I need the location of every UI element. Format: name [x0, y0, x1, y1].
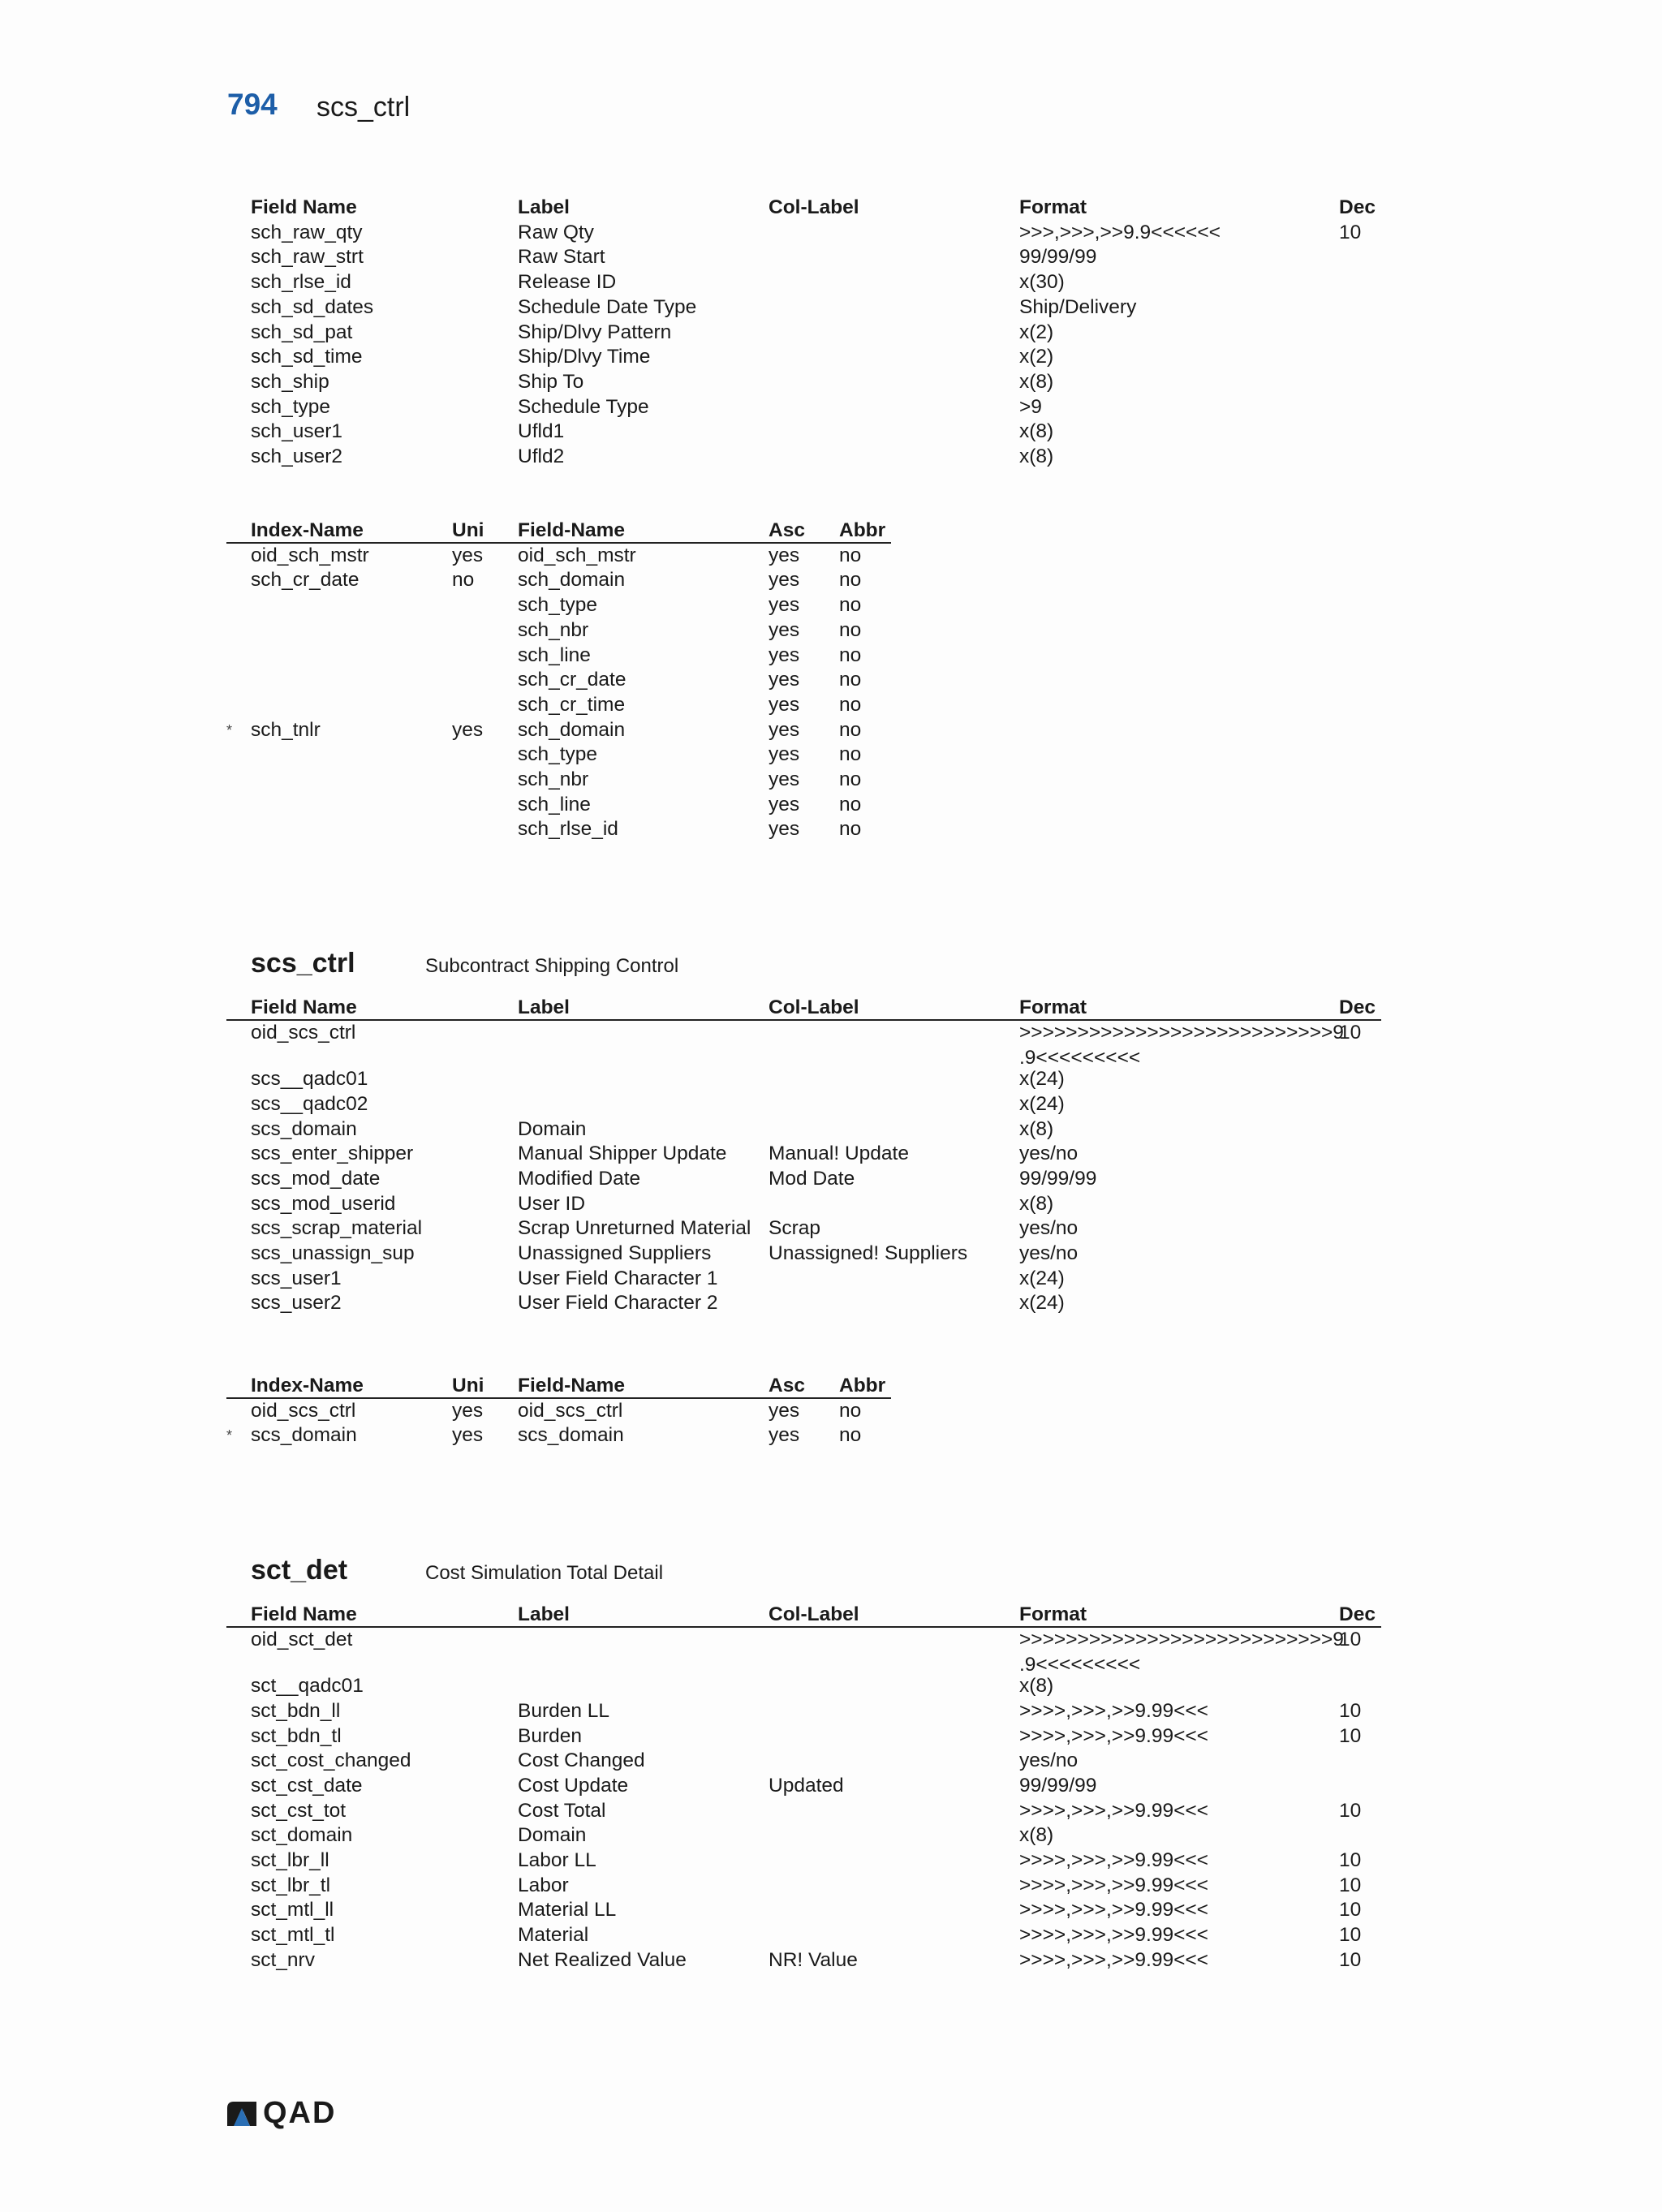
- index-name: sch_cr_date: [251, 569, 360, 592]
- field-name: sct_mtl_ll: [251, 1899, 334, 1922]
- index-abbr: no: [839, 768, 862, 790]
- index-field-name: oid_sch_mstr: [518, 544, 636, 566]
- header-col-label: Col-Label: [769, 196, 859, 218]
- table-description-sct-det: Cost Simulation Total Detail: [425, 1562, 664, 1584]
- field-format: x(24): [1019, 1267, 1065, 1289]
- field-format: x(24): [1019, 1092, 1065, 1115]
- field-label: Material LL: [518, 1899, 617, 1922]
- field-label: Cost Update: [518, 1774, 629, 1797]
- field-name: sch_type: [251, 395, 331, 418]
- field-format: >9: [1019, 395, 1042, 418]
- field-label: Labor LL: [518, 1849, 596, 1871]
- index-field-name: sch_domain: [518, 718, 626, 741]
- index-abbr: no: [839, 569, 862, 592]
- field-col-label: Manual! Update: [769, 1143, 909, 1165]
- field-format: >>>>,>>>,>>9.99<<<: [1019, 1874, 1208, 1896]
- table-name-sct-det: sct_det: [251, 1555, 348, 1586]
- field-name: scs_user2: [251, 1292, 342, 1315]
- header-label: Label: [518, 996, 570, 1018]
- field-label: Scrap Unreturned Material: [518, 1217, 751, 1240]
- field-format: >>>>,>>>,>>9.99<<<: [1019, 1924, 1208, 1947]
- header-index-name: Index-Name: [251, 1375, 364, 1396]
- header-format: Format: [1019, 996, 1087, 1018]
- header-abbr: Abbr: [839, 519, 886, 541]
- index-abbr: no: [839, 818, 862, 841]
- field-name: sct_cost_changed: [251, 1749, 411, 1772]
- field-label: Ship/Dlvy Pattern: [518, 321, 672, 343]
- index-abbr: no: [839, 618, 862, 641]
- field-name: sch_ship: [251, 370, 329, 393]
- index-asc: yes: [769, 818, 800, 841]
- field-name: sch_raw_qty: [251, 221, 363, 243]
- field-format: yes/no: [1019, 1143, 1079, 1165]
- field-name: sch_raw_strt: [251, 246, 364, 269]
- field-name: sct_bdn_tl: [251, 1724, 342, 1747]
- index-field-name: sch_domain: [518, 569, 626, 592]
- field-label: Ship To: [518, 370, 584, 393]
- index-abbr: no: [839, 1424, 862, 1447]
- qad-logo: [226, 2096, 336, 2131]
- field-name: sct_cst_date: [251, 1774, 363, 1797]
- index-unique: no: [452, 569, 475, 592]
- field-col-label: Mod Date: [769, 1167, 855, 1190]
- field-name: scs__qadc02: [251, 1092, 368, 1115]
- field-name: sct_mtl_tl: [251, 1924, 335, 1947]
- index-asc: yes: [769, 669, 800, 691]
- header-format: Format: [1019, 196, 1087, 218]
- field-format: x(8): [1019, 370, 1054, 393]
- field-format: x(2): [1019, 346, 1054, 368]
- index-unique: yes: [452, 544, 484, 566]
- field-format: >>>>,>>>,>>9.99<<<: [1019, 1724, 1208, 1747]
- page-number: 794: [227, 88, 278, 121]
- header-col-label: Col-Label: [769, 996, 859, 1018]
- field-label: User Field Character 2: [518, 1292, 718, 1315]
- field-label: Release ID: [518, 271, 617, 294]
- field-dec: 10: [1339, 1021, 1362, 1044]
- header-field-name: Field Name: [251, 996, 357, 1018]
- index-asc: yes: [769, 693, 800, 716]
- field-label: User ID: [518, 1192, 586, 1215]
- field-format: x(8): [1019, 445, 1054, 467]
- header-label: Label: [518, 1603, 570, 1625]
- field-col-label: Scrap: [769, 1217, 821, 1240]
- field-format: >>>>>>>>>>>>>>>>>>>>>>>>>>>9 .9<<<<<<<<<: [1019, 1021, 1344, 1069]
- field-label: Schedule Date Type: [518, 295, 697, 318]
- field-name: sch_sd_pat: [251, 321, 353, 343]
- header-dec: Dec: [1339, 996, 1376, 1018]
- field-format: >>>>>>>>>>>>>>>>>>>>>>>>>>>9 .9<<<<<<<<<: [1019, 1628, 1344, 1676]
- field-format: 99/99/99: [1019, 1167, 1097, 1190]
- field-format: x(8): [1019, 1117, 1054, 1140]
- field-format: yes/no: [1019, 1217, 1079, 1240]
- field-label: Raw Start: [518, 246, 605, 269]
- field-label: Burden: [518, 1724, 583, 1747]
- field-dec: 10: [1339, 221, 1362, 243]
- index-abbr: no: [839, 594, 862, 617]
- field-format: >>>,>>>,>>9.9<<<<<<: [1019, 221, 1221, 243]
- index-asc: yes: [769, 618, 800, 641]
- field-format: x(8): [1019, 1675, 1054, 1698]
- field-dec: 10: [1339, 1799, 1362, 1822]
- field-dec: 10: [1339, 1948, 1362, 1971]
- field-name: sct_lbr_tl: [251, 1874, 331, 1896]
- field-label: Domain: [518, 1824, 587, 1847]
- index-name: sch_tnlr: [251, 718, 321, 741]
- index-asc: yes: [769, 1424, 800, 1447]
- index-name: oid_scs_ctrl: [251, 1399, 356, 1422]
- primary-index-marker: *: [226, 721, 233, 738]
- index-name: oid_sch_mstr: [251, 544, 369, 566]
- index-field-name: sch_type: [518, 594, 598, 617]
- field-format: x(24): [1019, 1068, 1065, 1091]
- header-field-name: Field Name: [251, 1603, 357, 1625]
- field-dec: 10: [1339, 1874, 1362, 1896]
- header-field-name: Field Name: [251, 196, 357, 218]
- field-name: sch_rlse_id: [251, 271, 351, 294]
- field-label: Cost Total: [518, 1799, 606, 1822]
- field-format: >>>>,>>>,>>9.99<<<: [1019, 1948, 1208, 1971]
- field-name: scs_mod_userid: [251, 1192, 396, 1215]
- index-name: scs_domain: [251, 1424, 357, 1447]
- field-label: Raw Qty: [518, 221, 594, 243]
- index-field-name: oid_scs_ctrl: [518, 1399, 623, 1422]
- qad-logo-icon: [226, 2100, 258, 2128]
- field-label: Manual Shipper Update: [518, 1143, 727, 1165]
- field-label: Ufld1: [518, 420, 565, 443]
- header-col-label: Col-Label: [769, 1603, 859, 1625]
- index-asc: yes: [769, 544, 800, 566]
- field-name: sch_user1: [251, 420, 343, 443]
- primary-index-marker: *: [226, 1427, 233, 1444]
- field-format: >>>>,>>>,>>9.99<<<: [1019, 1699, 1208, 1722]
- field-name: sct_lbr_ll: [251, 1849, 329, 1871]
- field-format: x(8): [1019, 1824, 1054, 1847]
- field-label: Cost Changed: [518, 1749, 645, 1772]
- field-format: 99/99/99: [1019, 246, 1097, 269]
- field-name: sct_domain: [251, 1824, 353, 1847]
- field-dec: 10: [1339, 1899, 1362, 1922]
- field-format: 99/99/99: [1019, 1774, 1097, 1797]
- index-unique: yes: [452, 718, 484, 741]
- field-name: scs_domain: [251, 1117, 357, 1140]
- header-abbr: Abbr: [839, 1375, 886, 1396]
- field-col-label: Unassigned! Suppliers: [769, 1242, 968, 1264]
- field-dec: 10: [1339, 1724, 1362, 1747]
- field-name: sch_sd_dates: [251, 295, 374, 318]
- index-field-name: sch_line: [518, 793, 591, 816]
- field-format: Ship/Delivery: [1019, 295, 1137, 318]
- field-format: yes/no: [1019, 1749, 1079, 1772]
- field-label: Material: [518, 1924, 589, 1947]
- field-name: scs_unassign_sup: [251, 1242, 415, 1264]
- index-abbr: no: [839, 669, 862, 691]
- field-format: >>>>,>>>,>>9.99<<<: [1019, 1849, 1208, 1871]
- header-dec: Dec: [1339, 1603, 1376, 1625]
- field-label: Ufld2: [518, 445, 565, 467]
- index-field-name: sch_cr_time: [518, 693, 626, 716]
- header-asc: Asc: [769, 1375, 805, 1396]
- field-name: sch_sd_time: [251, 346, 363, 368]
- field-label: Schedule Type: [518, 395, 649, 418]
- field-label: Net Realized Value: [518, 1948, 687, 1971]
- logo-text: QAD: [263, 2096, 337, 2130]
- index-asc: yes: [769, 594, 800, 617]
- index-unique: yes: [452, 1424, 484, 1447]
- field-label: Domain: [518, 1117, 587, 1140]
- field-col-label: Updated: [769, 1774, 844, 1797]
- index-field-name: sch_line: [518, 643, 591, 666]
- field-name: sct_bdn_ll: [251, 1699, 341, 1722]
- field-name: scs_enter_shipper: [251, 1143, 414, 1165]
- header-uni: Uni: [452, 1375, 484, 1396]
- field-name: scs__qadc01: [251, 1068, 368, 1091]
- field-dec: 10: [1339, 1699, 1362, 1722]
- field-dec: 10: [1339, 1924, 1362, 1947]
- index-field-name: sch_rlse_id: [518, 818, 618, 841]
- index-asc: yes: [769, 768, 800, 790]
- field-name: scs_scrap_material: [251, 1217, 423, 1240]
- index-abbr: no: [839, 793, 862, 816]
- field-name: sct_cst_tot: [251, 1799, 347, 1822]
- field-label: Unassigned Suppliers: [518, 1242, 712, 1264]
- header-field-name: Field-Name: [518, 1375, 626, 1396]
- index-field-name: sch_nbr: [518, 618, 589, 641]
- field-format: x(30): [1019, 271, 1065, 294]
- field-label: Modified Date: [518, 1167, 641, 1190]
- field-label: Labor: [518, 1874, 569, 1896]
- field-col-label: NR! Value: [769, 1948, 858, 1971]
- header-asc: Asc: [769, 519, 805, 541]
- field-name: oid_scs_ctrl: [251, 1021, 356, 1044]
- field-name: scs_user1: [251, 1267, 342, 1289]
- index-abbr: no: [839, 544, 862, 566]
- table-name-scs-ctrl: scs_ctrl: [251, 948, 355, 979]
- field-name: sct_nrv: [251, 1948, 315, 1971]
- header-index-name: Index-Name: [251, 519, 364, 541]
- field-name: scs_mod_date: [251, 1167, 381, 1190]
- field-dec: 10: [1339, 1849, 1362, 1871]
- index-field-name: sch_type: [518, 743, 598, 766]
- field-format: x(8): [1019, 1192, 1054, 1215]
- field-format: >>>>,>>>,>>9.99<<<: [1019, 1799, 1208, 1822]
- header-dec: Dec: [1339, 196, 1376, 218]
- index-field-name: sch_cr_date: [518, 669, 626, 691]
- header-uni: Uni: [452, 519, 484, 541]
- field-name: oid_sct_det: [251, 1628, 353, 1650]
- index-abbr: no: [839, 743, 862, 766]
- field-format: x(2): [1019, 321, 1054, 343]
- index-abbr: no: [839, 718, 862, 741]
- page-title: scs_ctrl: [316, 92, 411, 123]
- field-label: Ship/Dlvy Time: [518, 346, 651, 368]
- field-dec: 10: [1339, 1628, 1362, 1650]
- field-format: x(8): [1019, 420, 1054, 443]
- field-label: User Field Character 1: [518, 1267, 718, 1289]
- index-asc: yes: [769, 643, 800, 666]
- header-label: Label: [518, 196, 570, 218]
- index-abbr: no: [839, 693, 862, 716]
- index-unique: yes: [452, 1399, 484, 1422]
- header-format: Format: [1019, 1603, 1087, 1625]
- index-field-name: sch_nbr: [518, 768, 589, 790]
- field-name: sch_user2: [251, 445, 343, 467]
- index-field-name: scs_domain: [518, 1424, 624, 1447]
- index-asc: yes: [769, 743, 800, 766]
- table-description-scs-ctrl: Subcontract Shipping Control: [425, 955, 679, 977]
- field-format: yes/no: [1019, 1242, 1079, 1264]
- field-name: sct__qadc01: [251, 1675, 364, 1698]
- index-asc: yes: [769, 793, 800, 816]
- index-asc: yes: [769, 718, 800, 741]
- index-abbr: no: [839, 643, 862, 666]
- field-format: x(24): [1019, 1292, 1065, 1315]
- field-label: Burden LL: [518, 1699, 610, 1722]
- header-field-name: Field-Name: [518, 519, 626, 541]
- index-abbr: no: [839, 1399, 862, 1422]
- field-format: >>>>,>>>,>>9.99<<<: [1019, 1899, 1208, 1922]
- index-asc: yes: [769, 569, 800, 592]
- index-asc: yes: [769, 1399, 800, 1422]
